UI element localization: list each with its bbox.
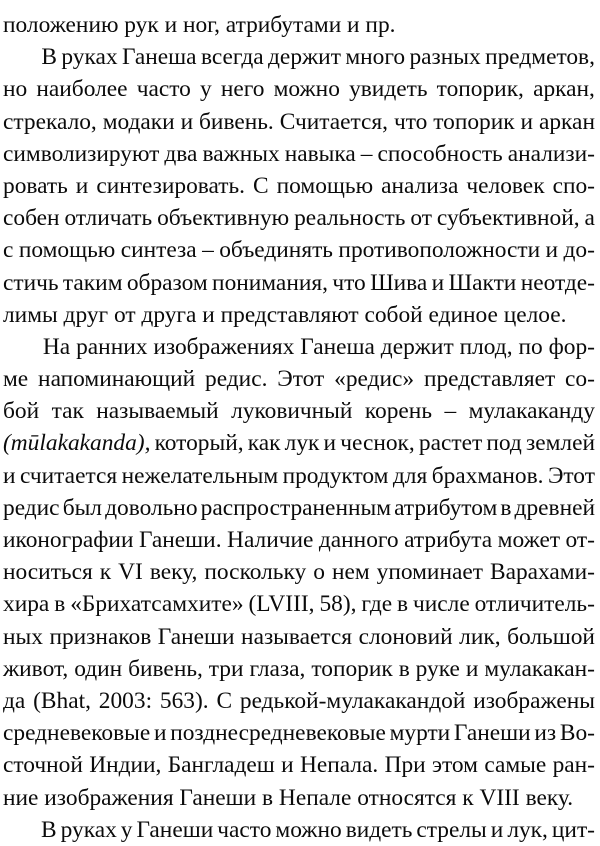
text-line — [3, 653, 595, 685]
word: в — [500, 494, 512, 521]
word: анализи- — [507, 140, 595, 167]
word: анализа — [381, 172, 459, 199]
word: так — [51, 398, 84, 425]
word: под — [486, 430, 522, 457]
word: да — [3, 687, 26, 714]
word: 2003: — [98, 687, 153, 714]
word: помощью — [18, 237, 116, 264]
text-line — [3, 395, 595, 427]
word: и — [465, 655, 479, 682]
word: упоминает — [376, 559, 483, 586]
word: – — [444, 398, 457, 425]
word: для — [392, 462, 428, 489]
word: и — [490, 816, 504, 843]
word: Ганеши. — [138, 527, 222, 553]
word: неотде- — [520, 269, 595, 296]
word: где — [361, 591, 393, 618]
word: С — [216, 687, 233, 714]
word: руке — [415, 655, 460, 682]
word: хира — [3, 591, 50, 618]
word: – — [360, 140, 373, 167]
word: данного — [318, 527, 399, 553]
word: и — [75, 172, 89, 199]
word: В — [41, 816, 57, 843]
word: 563). — [159, 687, 209, 714]
word: самые — [484, 752, 547, 779]
word: Ганеши — [453, 720, 531, 747]
word: ранних — [76, 333, 148, 360]
word: считается — [19, 462, 118, 489]
word: который, — [154, 430, 244, 457]
word: В — [41, 44, 57, 71]
text-line — [3, 460, 595, 492]
word: в — [397, 591, 409, 618]
word: – — [202, 237, 214, 264]
text-line — [3, 814, 595, 846]
text-line — [3, 524, 595, 556]
word: способность — [377, 140, 503, 167]
word: атрибута — [404, 527, 493, 553]
word: и — [431, 269, 445, 296]
word: видеть — [345, 816, 413, 843]
word: в — [54, 591, 66, 618]
word: один — [74, 655, 123, 682]
word: бивень. — [199, 108, 274, 135]
word: аркан — [538, 108, 595, 135]
word: помощью — [276, 172, 374, 199]
word: землей — [525, 430, 595, 457]
word: держит — [268, 44, 341, 71]
word: топорик — [433, 108, 515, 135]
text-line — [3, 234, 595, 266]
word: живот, — [3, 655, 69, 682]
word: реальность — [294, 205, 406, 232]
word: предметов, — [485, 44, 595, 71]
word: ных — [3, 623, 43, 650]
word: много — [345, 44, 406, 71]
word: редис. — [205, 366, 268, 393]
word: мурти — [389, 720, 451, 747]
word: к — [99, 559, 112, 586]
word: иконографии — [3, 527, 134, 553]
word: (LVIII, — [248, 591, 315, 618]
word: мулакаканду — [468, 398, 595, 425]
word: навыка — [284, 140, 356, 167]
word: у — [120, 816, 133, 843]
word: топорик, — [436, 76, 524, 103]
text-line — [3, 267, 595, 299]
word: до- — [563, 237, 595, 264]
word: у — [199, 76, 212, 103]
word: лук — [284, 430, 320, 457]
word: брахманов. — [431, 462, 544, 489]
word: а — [584, 205, 595, 232]
word: стрекало, — [3, 108, 97, 135]
text-line — [3, 106, 595, 138]
word: 58), — [319, 591, 357, 618]
word: Ганеши — [136, 816, 214, 843]
word: держит — [380, 333, 454, 360]
word: довольно — [105, 494, 198, 521]
word: Этот — [547, 462, 595, 489]
word: субъективной, — [436, 205, 580, 232]
word: спо- — [552, 172, 595, 199]
word: что — [393, 108, 428, 135]
word: нежелательным — [121, 462, 279, 489]
word: Ганеши — [157, 623, 235, 650]
word: Во- — [559, 720, 595, 747]
word: веку, — [149, 559, 198, 586]
word: отличать — [64, 205, 153, 232]
word: объединять — [219, 237, 333, 264]
word: из — [534, 720, 557, 747]
text-line — [3, 41, 595, 73]
word: распространенным — [200, 494, 391, 521]
word: о — [313, 559, 325, 586]
word: сточной — [3, 752, 83, 779]
word: образом — [126, 269, 208, 296]
word: представляет — [423, 366, 556, 393]
word: напоминающий — [38, 366, 196, 393]
word: всегда — [200, 44, 264, 71]
paragraph-indent — [3, 331, 37, 363]
text-line — [3, 556, 595, 588]
word: человек — [466, 172, 545, 199]
body-text-column — [3, 9, 595, 846]
word: со- — [565, 366, 595, 393]
word: называемый — [96, 398, 219, 425]
text-line — [3, 363, 595, 395]
text-line — [3, 717, 595, 749]
word: нем — [331, 559, 370, 586]
word: можно — [273, 76, 340, 103]
text-line — [3, 782, 595, 814]
word: мулакакан- — [484, 655, 595, 682]
word: и — [3, 462, 16, 489]
word: стичь — [3, 269, 59, 296]
word: VI — [118, 559, 143, 586]
word: был — [62, 494, 102, 521]
word: от- — [565, 527, 595, 553]
word: важных — [202, 140, 280, 167]
word: позднесредневековые — [170, 720, 386, 747]
word: но — [3, 76, 28, 103]
word: Непала. — [299, 752, 379, 779]
word: лик, — [459, 623, 501, 650]
word: (Bhat, — [33, 687, 91, 714]
text-line — [3, 588, 595, 620]
word: ме — [3, 366, 29, 393]
word: Наличие — [227, 527, 314, 553]
word: понимания, — [212, 269, 328, 296]
word: и — [545, 237, 559, 264]
word: отличитель- — [474, 591, 595, 618]
word: С — [253, 172, 269, 199]
word: Шива — [370, 269, 428, 296]
word: аркан, — [533, 76, 595, 103]
word: Считается, — [279, 108, 389, 135]
word: признаков — [49, 623, 152, 650]
word: два — [164, 140, 198, 167]
word: синтеза — [120, 237, 197, 264]
text-line — [3, 170, 595, 202]
word: фор- — [548, 333, 595, 360]
word: «редис» — [334, 366, 415, 393]
word: редис — [3, 494, 60, 521]
word: увидеть — [349, 76, 428, 103]
word: слоновий — [358, 623, 453, 650]
text-line — [3, 749, 595, 781]
text-line — [3, 331, 595, 363]
word: от — [410, 205, 432, 232]
word: и — [153, 720, 167, 747]
word: часто — [217, 816, 272, 843]
word: что — [332, 269, 366, 296]
word: ровать — [3, 172, 68, 199]
word: «Брихатсамхите» — [70, 591, 244, 618]
word: можно — [275, 816, 342, 843]
word: может — [497, 527, 561, 553]
text-line — [3, 427, 595, 459]
word: Бангладеш — [167, 752, 275, 779]
word: Индии, — [89, 752, 162, 779]
word: топорик — [311, 655, 393, 682]
word: с — [3, 237, 14, 264]
word: таким — [62, 269, 123, 296]
word: часто — [136, 76, 191, 103]
word: ние изображения Ганеши в Непале относятся к VIII веку. — [3, 784, 574, 811]
word: и — [281, 752, 294, 779]
word: стрелы — [416, 816, 487, 843]
word: плод, — [459, 333, 513, 360]
word: по — [518, 333, 543, 360]
text-line — [3, 9, 595, 41]
word: лимы друг от друга и представляют собой единое целое. — [3, 301, 567, 328]
word: противоположности — [338, 237, 541, 264]
word: и — [323, 430, 337, 457]
word: три — [208, 655, 244, 682]
word: и — [180, 108, 194, 135]
text-line — [3, 492, 595, 524]
word: руках — [61, 44, 118, 71]
text-line — [3, 202, 595, 234]
word: модаки — [102, 108, 175, 135]
word: носиться — [3, 559, 93, 586]
word: синтезировать. — [96, 172, 246, 199]
word: как — [247, 430, 281, 457]
word: него — [220, 76, 265, 103]
text-line — [3, 138, 595, 170]
word: поскольку — [204, 559, 307, 586]
paragraph-indent — [3, 41, 37, 73]
word: объективную — [157, 205, 290, 232]
word: Ганеша — [121, 44, 197, 71]
text-line — [3, 621, 595, 653]
word: наиболее — [36, 76, 128, 103]
text-line — [3, 73, 595, 105]
word: луковичный — [231, 398, 353, 425]
word: изображениях — [153, 333, 295, 360]
paragraph-indent — [3, 814, 37, 846]
word: Ганеша — [300, 333, 375, 360]
word: средневековые — [3, 720, 151, 747]
word: и — [520, 108, 534, 135]
word: лук, — [507, 816, 548, 843]
word: атрибутом — [394, 494, 498, 521]
word: При — [384, 752, 426, 779]
word: Варахами- — [489, 559, 595, 586]
word: этом — [431, 752, 478, 779]
word: ран- — [552, 752, 595, 779]
word: числе — [413, 591, 470, 618]
word: растет — [418, 430, 483, 457]
word: Шакти — [448, 269, 517, 296]
text-line — [3, 299, 595, 331]
word: называется — [241, 623, 353, 650]
word: цит- — [551, 816, 595, 843]
word: бивень, — [128, 655, 203, 682]
word: бой — [3, 398, 40, 425]
word: глаза, — [249, 655, 306, 682]
word: руках — [60, 816, 117, 843]
text-line — [3, 685, 595, 717]
word: изображены — [473, 687, 595, 714]
word: древней — [514, 494, 595, 521]
word: разных — [409, 44, 481, 71]
word: большой — [507, 623, 595, 650]
word: На — [42, 333, 71, 360]
word: редькой-мулакакандой — [239, 687, 466, 714]
word: Этот — [277, 366, 325, 393]
word: в — [398, 655, 410, 682]
word: чеснок, — [340, 430, 415, 457]
word: собен — [3, 205, 60, 232]
word: положению рук и ног, атрибутами и пр. — [3, 12, 396, 38]
word: продуктом — [282, 462, 389, 489]
word: (mūlakakanda), — [3, 430, 151, 457]
word: символизируют — [3, 140, 160, 167]
word: корень — [364, 398, 432, 425]
